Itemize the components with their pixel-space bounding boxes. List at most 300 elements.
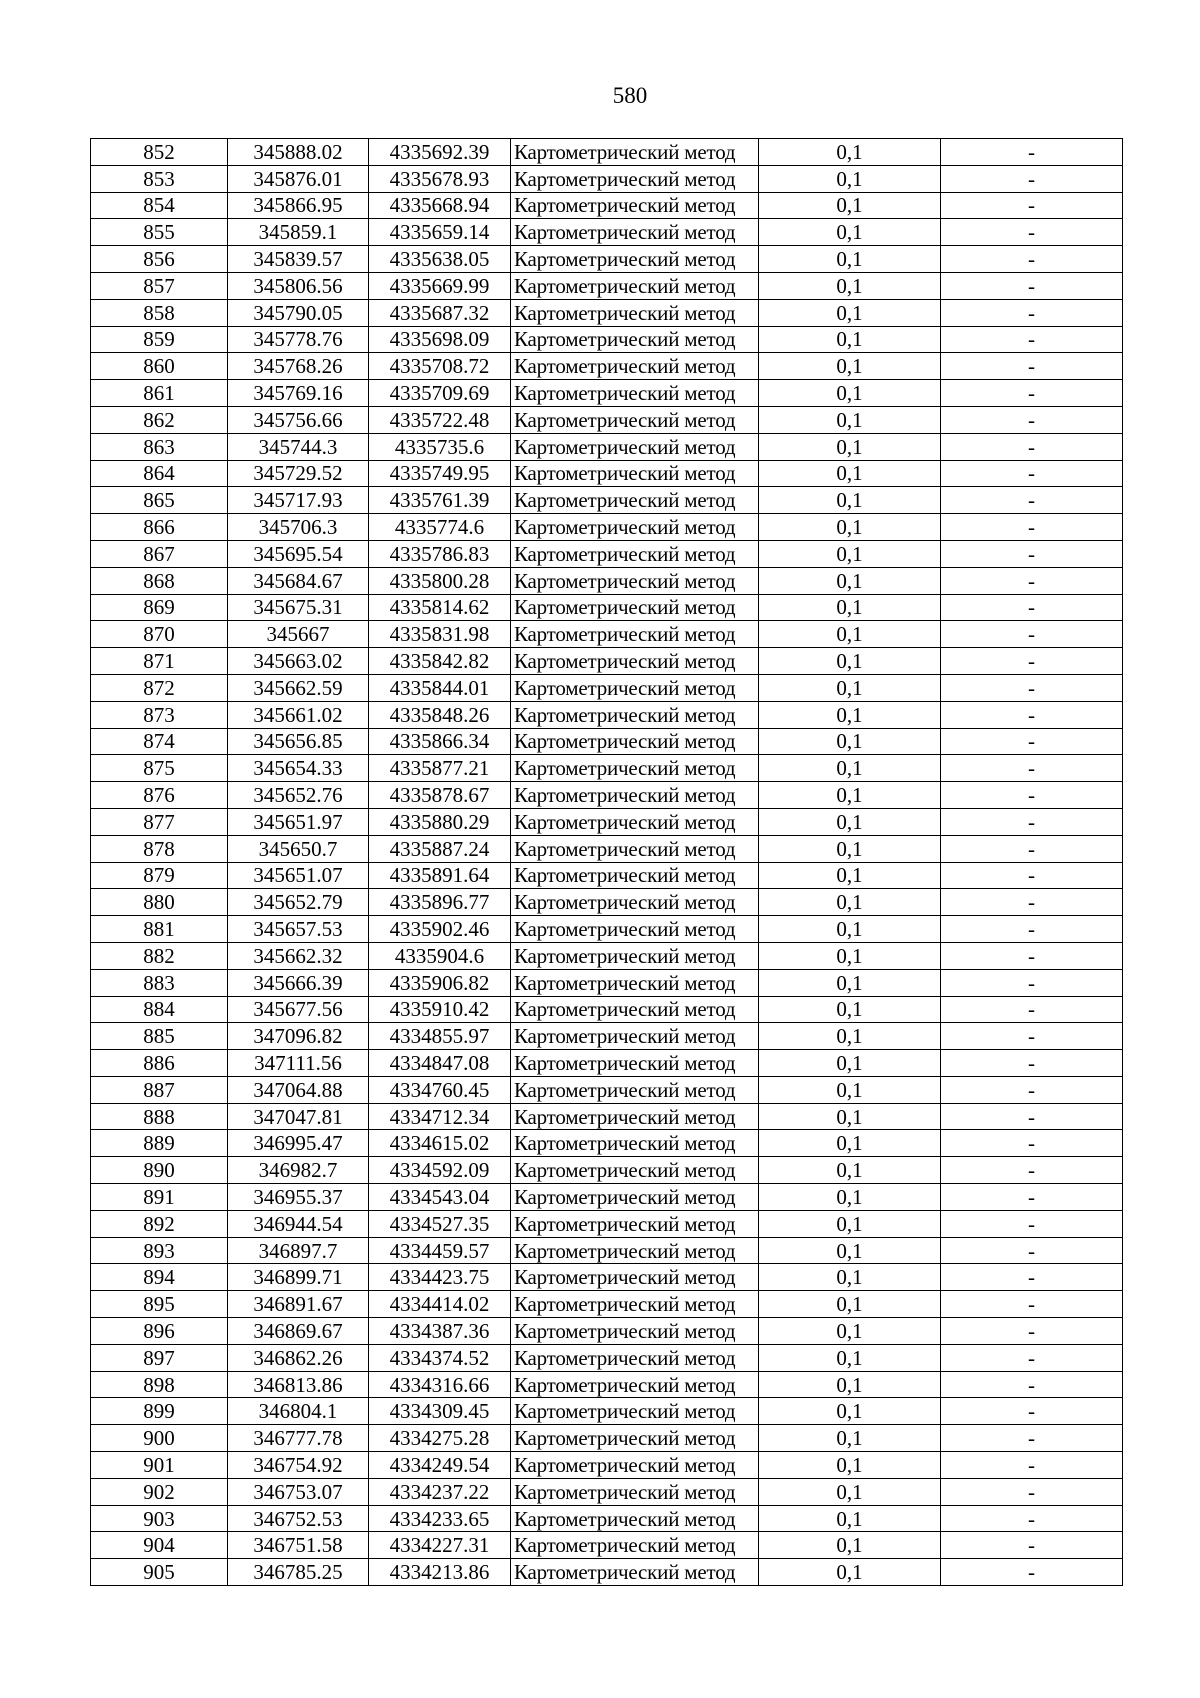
point-number-cell: 879 — [91, 862, 228, 889]
description-cell: - — [941, 1023, 1123, 1050]
point-number-cell: 870 — [91, 621, 228, 648]
table-row — [91, 353, 1123, 380]
point-number-cell: 867 — [91, 540, 228, 567]
point-number-cell: 861 — [91, 380, 228, 407]
description-cell: - — [941, 942, 1123, 969]
accuracy-cell: 0,1 — [759, 1076, 941, 1103]
method-cell: Картометрический метод — [511, 1425, 759, 1452]
x-coordinate-cell: 345654.33 — [228, 755, 369, 782]
description-cell: - — [941, 1505, 1123, 1532]
method-cell: Картометрический метод — [511, 942, 759, 969]
description-cell: - — [941, 406, 1123, 433]
point-number-cell: 862 — [91, 406, 228, 433]
accuracy-cell: 0,1 — [759, 380, 941, 407]
point-number-cell: 865 — [91, 487, 228, 514]
point-number-cell: 897 — [91, 1344, 228, 1371]
x-coordinate-cell: 346777.78 — [228, 1425, 369, 1452]
x-coordinate-cell: 346897.7 — [228, 1237, 369, 1264]
y-coordinate-cell: 4334459.57 — [369, 1237, 511, 1264]
accuracy-cell: 0,1 — [759, 433, 941, 460]
accuracy-cell: 0,1 — [759, 1130, 941, 1157]
x-coordinate-cell: 345744.3 — [228, 433, 369, 460]
point-number-cell: 863 — [91, 433, 228, 460]
x-coordinate-cell: 345656.85 — [228, 728, 369, 755]
y-coordinate-cell: 4335878.67 — [369, 782, 511, 809]
description-cell: - — [941, 594, 1123, 621]
table-row — [91, 1398, 1123, 1425]
x-coordinate-cell: 347047.81 — [228, 1103, 369, 1130]
method-cell: Картометрический метод — [511, 1452, 759, 1479]
point-number-cell: 856 — [91, 246, 228, 273]
method-cell: Картометрический метод — [511, 1023, 759, 1050]
table-row — [91, 969, 1123, 996]
table-row — [91, 1371, 1123, 1398]
y-coordinate-cell: 4335866.34 — [369, 728, 511, 755]
accuracy-cell: 0,1 — [759, 1050, 941, 1077]
accuracy-cell: 0,1 — [759, 192, 941, 219]
y-coordinate-cell: 4335722.48 — [369, 406, 511, 433]
point-number-cell: 895 — [91, 1291, 228, 1318]
accuracy-cell: 0,1 — [759, 1398, 941, 1425]
method-cell: Картометрический метод — [511, 353, 759, 380]
table-row — [91, 326, 1123, 353]
accuracy-cell: 0,1 — [759, 996, 941, 1023]
table-row — [91, 406, 1123, 433]
y-coordinate-cell: 4335709.69 — [369, 380, 511, 407]
x-coordinate-cell: 346754.92 — [228, 1452, 369, 1479]
accuracy-cell: 0,1 — [759, 969, 941, 996]
accuracy-cell: 0,1 — [759, 755, 941, 782]
table-row — [91, 540, 1123, 567]
y-coordinate-cell: 4334414.02 — [369, 1291, 511, 1318]
table-row — [91, 808, 1123, 835]
table-row — [91, 165, 1123, 192]
accuracy-cell: 0,1 — [759, 1318, 941, 1345]
method-cell: Картометрический метод — [511, 192, 759, 219]
table-row — [91, 1505, 1123, 1532]
description-cell: - — [941, 969, 1123, 996]
x-coordinate-cell: 345876.01 — [228, 165, 369, 192]
table-row — [91, 835, 1123, 862]
y-coordinate-cell: 4335800.28 — [369, 567, 511, 594]
accuracy-cell: 0,1 — [759, 1210, 941, 1237]
table-row — [91, 1478, 1123, 1505]
table-row — [91, 514, 1123, 541]
accuracy-cell: 0,1 — [759, 139, 941, 166]
point-number-cell: 899 — [91, 1398, 228, 1425]
point-number-cell: 882 — [91, 942, 228, 969]
accuracy-cell: 0,1 — [759, 406, 941, 433]
description-cell: - — [941, 540, 1123, 567]
table-row — [91, 782, 1123, 809]
method-cell: Картометрический метод — [511, 862, 759, 889]
accuracy-cell: 0,1 — [759, 808, 941, 835]
x-coordinate-cell: 345888.02 — [228, 139, 369, 166]
description-cell: - — [941, 1291, 1123, 1318]
point-number-cell: 900 — [91, 1425, 228, 1452]
y-coordinate-cell: 4334374.52 — [369, 1344, 511, 1371]
description-cell: - — [941, 192, 1123, 219]
accuracy-cell: 0,1 — [759, 1291, 941, 1318]
description-cell: - — [941, 1452, 1123, 1479]
x-coordinate-cell: 345662.32 — [228, 942, 369, 969]
table-row — [91, 192, 1123, 219]
point-number-cell: 901 — [91, 1452, 228, 1479]
table-row — [91, 996, 1123, 1023]
description-cell: - — [941, 299, 1123, 326]
method-cell: Картометрический метод — [511, 1050, 759, 1077]
x-coordinate-cell: 345666.39 — [228, 969, 369, 996]
point-number-cell: 852 — [91, 139, 228, 166]
x-coordinate-cell: 345650.7 — [228, 835, 369, 862]
description-cell: - — [941, 1478, 1123, 1505]
accuracy-cell: 0,1 — [759, 1452, 941, 1479]
accuracy-cell: 0,1 — [759, 916, 941, 943]
point-number-cell: 886 — [91, 1050, 228, 1077]
accuracy-cell: 0,1 — [759, 782, 941, 809]
x-coordinate-cell: 346899.71 — [228, 1264, 369, 1291]
point-number-cell: 872 — [91, 674, 228, 701]
description-cell: - — [941, 835, 1123, 862]
accuracy-cell: 0,1 — [759, 942, 941, 969]
accuracy-cell: 0,1 — [759, 1478, 941, 1505]
accuracy-cell: 0,1 — [759, 246, 941, 273]
accuracy-cell: 0,1 — [759, 621, 941, 648]
y-coordinate-cell: 4335749.95 — [369, 460, 511, 487]
y-coordinate-cell: 4334760.45 — [369, 1076, 511, 1103]
y-coordinate-cell: 4334387.36 — [369, 1318, 511, 1345]
method-cell: Картометрический метод — [511, 755, 759, 782]
method-cell: Картометрический метод — [511, 1559, 759, 1586]
description-cell: - — [941, 1559, 1123, 1586]
point-number-cell: 858 — [91, 299, 228, 326]
method-cell: Картометрический метод — [511, 1184, 759, 1211]
y-coordinate-cell: 4335896.77 — [369, 889, 511, 916]
table-row — [91, 1103, 1123, 1130]
method-cell: Картометрический метод — [511, 299, 759, 326]
y-coordinate-cell: 4335887.24 — [369, 835, 511, 862]
description-cell: - — [941, 1264, 1123, 1291]
description-cell: - — [941, 648, 1123, 675]
y-coordinate-cell: 4334527.35 — [369, 1210, 511, 1237]
point-number-cell: 883 — [91, 969, 228, 996]
accuracy-cell: 0,1 — [759, 1157, 941, 1184]
y-coordinate-cell: 4335761.39 — [369, 487, 511, 514]
y-coordinate-cell: 4335735.6 — [369, 433, 511, 460]
x-coordinate-cell: 345706.3 — [228, 514, 369, 541]
table-row — [91, 139, 1123, 166]
description-cell: - — [941, 889, 1123, 916]
point-number-cell: 893 — [91, 1237, 228, 1264]
description-cell: - — [941, 862, 1123, 889]
description-cell: - — [941, 353, 1123, 380]
accuracy-cell: 0,1 — [759, 648, 941, 675]
x-coordinate-cell: 345839.57 — [228, 246, 369, 273]
table-row — [91, 1318, 1123, 1345]
x-coordinate-cell: 347111.56 — [228, 1050, 369, 1077]
method-cell: Картометрический метод — [511, 674, 759, 701]
method-cell: Картометрический метод — [511, 969, 759, 996]
description-cell: - — [941, 1425, 1123, 1452]
y-coordinate-cell: 4334227.31 — [369, 1532, 511, 1559]
description-cell: - — [941, 1103, 1123, 1130]
point-number-cell: 868 — [91, 567, 228, 594]
description-cell: - — [941, 1532, 1123, 1559]
description-cell: - — [941, 674, 1123, 701]
x-coordinate-cell: 347064.88 — [228, 1076, 369, 1103]
point-number-cell: 894 — [91, 1264, 228, 1291]
table-row — [91, 460, 1123, 487]
method-cell: Картометрический метод — [511, 1478, 759, 1505]
method-cell: Картометрический метод — [511, 1130, 759, 1157]
point-number-cell: 881 — [91, 916, 228, 943]
accuracy-cell: 0,1 — [759, 326, 941, 353]
table-row — [91, 1425, 1123, 1452]
table-row — [91, 1023, 1123, 1050]
x-coordinate-cell: 345769.16 — [228, 380, 369, 407]
point-number-cell: 887 — [91, 1076, 228, 1103]
x-coordinate-cell: 346785.25 — [228, 1559, 369, 1586]
y-coordinate-cell: 4335774.6 — [369, 514, 511, 541]
x-coordinate-cell: 345662.59 — [228, 674, 369, 701]
table-row — [91, 1291, 1123, 1318]
method-cell: Картометрический метод — [511, 728, 759, 755]
y-coordinate-cell: 4335708.72 — [369, 353, 511, 380]
table-row — [91, 380, 1123, 407]
accuracy-cell: 0,1 — [759, 862, 941, 889]
method-cell: Картометрический метод — [511, 594, 759, 621]
x-coordinate-cell: 345806.56 — [228, 272, 369, 299]
point-number-cell: 904 — [91, 1532, 228, 1559]
x-coordinate-cell: 346955.37 — [228, 1184, 369, 1211]
description-cell: - — [941, 1050, 1123, 1077]
point-number-cell: 874 — [91, 728, 228, 755]
accuracy-cell: 0,1 — [759, 1425, 941, 1452]
point-number-cell: 869 — [91, 594, 228, 621]
method-cell: Картометрический метод — [511, 996, 759, 1023]
table-row — [91, 1237, 1123, 1264]
table-row — [91, 1076, 1123, 1103]
point-number-cell: 903 — [91, 1505, 228, 1532]
point-number-cell: 860 — [91, 353, 228, 380]
x-coordinate-cell: 346869.67 — [228, 1318, 369, 1345]
point-number-cell: 891 — [91, 1184, 228, 1211]
y-coordinate-cell: 4334213.86 — [369, 1559, 511, 1586]
method-cell: Картометрический метод — [511, 1237, 759, 1264]
table-row — [91, 219, 1123, 246]
y-coordinate-cell: 4335904.6 — [369, 942, 511, 969]
accuracy-cell: 0,1 — [759, 1505, 941, 1532]
description-cell: - — [941, 808, 1123, 835]
accuracy-cell: 0,1 — [759, 1023, 941, 1050]
x-coordinate-cell: 346862.26 — [228, 1344, 369, 1371]
y-coordinate-cell: 4335668.94 — [369, 192, 511, 219]
coordinates-table — [90, 138, 1123, 1586]
accuracy-cell: 0,1 — [759, 889, 941, 916]
method-cell: Картометрический метод — [511, 1103, 759, 1130]
accuracy-cell: 0,1 — [759, 272, 941, 299]
description-cell: - — [941, 755, 1123, 782]
accuracy-cell: 0,1 — [759, 674, 941, 701]
method-cell: Картометрический метод — [511, 165, 759, 192]
x-coordinate-cell: 345657.53 — [228, 916, 369, 943]
y-coordinate-cell: 4335692.39 — [369, 139, 511, 166]
point-number-cell: 853 — [91, 165, 228, 192]
description-cell: - — [941, 782, 1123, 809]
point-number-cell: 866 — [91, 514, 228, 541]
method-cell: Картометрический метод — [511, 1264, 759, 1291]
point-number-cell: 877 — [91, 808, 228, 835]
method-cell: Картометрический метод — [511, 835, 759, 862]
table-row — [91, 1452, 1123, 1479]
description-cell: - — [941, 433, 1123, 460]
y-coordinate-cell: 4335814.62 — [369, 594, 511, 621]
method-cell: Картометрический метод — [511, 460, 759, 487]
method-cell: Картометрический метод — [511, 567, 759, 594]
point-number-cell: 878 — [91, 835, 228, 862]
table-row — [91, 1184, 1123, 1211]
point-number-cell: 855 — [91, 219, 228, 246]
table-row — [91, 916, 1123, 943]
description-cell: - — [941, 165, 1123, 192]
x-coordinate-cell: 345675.31 — [228, 594, 369, 621]
table-row — [91, 1264, 1123, 1291]
x-coordinate-cell: 346751.58 — [228, 1532, 369, 1559]
point-number-cell: 871 — [91, 648, 228, 675]
table-row — [91, 594, 1123, 621]
y-coordinate-cell: 4335831.98 — [369, 621, 511, 648]
table-row — [91, 942, 1123, 969]
y-coordinate-cell: 4335906.82 — [369, 969, 511, 996]
table-row — [91, 1532, 1123, 1559]
point-number-cell: 905 — [91, 1559, 228, 1586]
y-coordinate-cell: 4334543.04 — [369, 1184, 511, 1211]
point-number-cell: 857 — [91, 272, 228, 299]
y-coordinate-cell: 4335891.64 — [369, 862, 511, 889]
x-coordinate-cell: 346944.54 — [228, 1210, 369, 1237]
accuracy-cell: 0,1 — [759, 299, 941, 326]
x-coordinate-cell: 347096.82 — [228, 1023, 369, 1050]
point-number-cell: 902 — [91, 1478, 228, 1505]
x-coordinate-cell: 345677.56 — [228, 996, 369, 1023]
method-cell: Картометрический метод — [511, 246, 759, 273]
accuracy-cell: 0,1 — [759, 1344, 941, 1371]
description-cell: - — [941, 219, 1123, 246]
y-coordinate-cell: 4335844.01 — [369, 674, 511, 701]
accuracy-cell: 0,1 — [759, 219, 941, 246]
description-cell: - — [941, 1344, 1123, 1371]
point-number-cell: 896 — [91, 1318, 228, 1345]
description-cell: - — [941, 326, 1123, 353]
accuracy-cell: 0,1 — [759, 1237, 941, 1264]
y-coordinate-cell: 4334233.65 — [369, 1505, 511, 1532]
x-coordinate-cell: 345866.95 — [228, 192, 369, 219]
point-number-cell: 888 — [91, 1103, 228, 1130]
description-cell: - — [941, 996, 1123, 1023]
x-coordinate-cell: 346813.86 — [228, 1371, 369, 1398]
method-cell: Картометрический метод — [511, 889, 759, 916]
x-coordinate-cell: 345667 — [228, 621, 369, 648]
method-cell: Картометрический метод — [511, 648, 759, 675]
x-coordinate-cell: 345768.26 — [228, 353, 369, 380]
description-cell: - — [941, 1076, 1123, 1103]
method-cell: Картометрический метод — [511, 621, 759, 648]
method-cell: Картометрический метод — [511, 326, 759, 353]
point-number-cell: 880 — [91, 889, 228, 916]
description-cell: - — [941, 1318, 1123, 1345]
description-cell: - — [941, 514, 1123, 541]
table-row — [91, 1559, 1123, 1586]
table-row — [91, 755, 1123, 782]
description-cell: - — [941, 728, 1123, 755]
y-coordinate-cell: 4335902.46 — [369, 916, 511, 943]
method-cell: Картометрический метод — [511, 1291, 759, 1318]
method-cell: Картометрический метод — [511, 701, 759, 728]
y-coordinate-cell: 4334275.28 — [369, 1425, 511, 1452]
table-row — [91, 272, 1123, 299]
description-cell: - — [941, 139, 1123, 166]
x-coordinate-cell: 346982.7 — [228, 1157, 369, 1184]
accuracy-cell: 0,1 — [759, 487, 941, 514]
y-coordinate-cell: 4335848.26 — [369, 701, 511, 728]
y-coordinate-cell: 4335842.82 — [369, 648, 511, 675]
point-number-cell: 873 — [91, 701, 228, 728]
method-cell: Картометрический метод — [511, 808, 759, 835]
point-number-cell: 854 — [91, 192, 228, 219]
table-row — [91, 862, 1123, 889]
x-coordinate-cell: 345859.1 — [228, 219, 369, 246]
accuracy-cell: 0,1 — [759, 1264, 941, 1291]
description-cell: - — [941, 1237, 1123, 1264]
table-row — [91, 648, 1123, 675]
point-number-cell: 889 — [91, 1130, 228, 1157]
table-row — [91, 1210, 1123, 1237]
y-coordinate-cell: 4334249.54 — [369, 1452, 511, 1479]
x-coordinate-cell: 346804.1 — [228, 1398, 369, 1425]
description-cell: - — [941, 567, 1123, 594]
y-coordinate-cell: 4335659.14 — [369, 219, 511, 246]
method-cell: Картометрический метод — [511, 1076, 759, 1103]
accuracy-cell: 0,1 — [759, 1371, 941, 1398]
method-cell: Картометрический метод — [511, 139, 759, 166]
description-cell: - — [941, 1157, 1123, 1184]
x-coordinate-cell: 346995.47 — [228, 1130, 369, 1157]
y-coordinate-cell: 4335678.93 — [369, 165, 511, 192]
point-number-cell: 884 — [91, 996, 228, 1023]
description-cell: - — [941, 272, 1123, 299]
y-coordinate-cell: 4334316.66 — [369, 1371, 511, 1398]
table-row — [91, 701, 1123, 728]
y-coordinate-cell: 4335877.21 — [369, 755, 511, 782]
description-cell: - — [941, 701, 1123, 728]
point-number-cell: 859 — [91, 326, 228, 353]
x-coordinate-cell: 345756.66 — [228, 406, 369, 433]
y-coordinate-cell: 4334423.75 — [369, 1264, 511, 1291]
y-coordinate-cell: 4334712.34 — [369, 1103, 511, 1130]
description-cell: - — [941, 380, 1123, 407]
method-cell: Картометрический метод — [511, 406, 759, 433]
x-coordinate-cell: 345651.97 — [228, 808, 369, 835]
accuracy-cell: 0,1 — [759, 460, 941, 487]
table-row — [91, 246, 1123, 273]
method-cell: Картометрический метод — [511, 1398, 759, 1425]
table-row — [91, 433, 1123, 460]
accuracy-cell: 0,1 — [759, 567, 941, 594]
x-coordinate-cell: 346753.07 — [228, 1478, 369, 1505]
method-cell: Картометрический метод — [511, 1210, 759, 1237]
table-row — [91, 889, 1123, 916]
method-cell: Картометрический метод — [511, 433, 759, 460]
